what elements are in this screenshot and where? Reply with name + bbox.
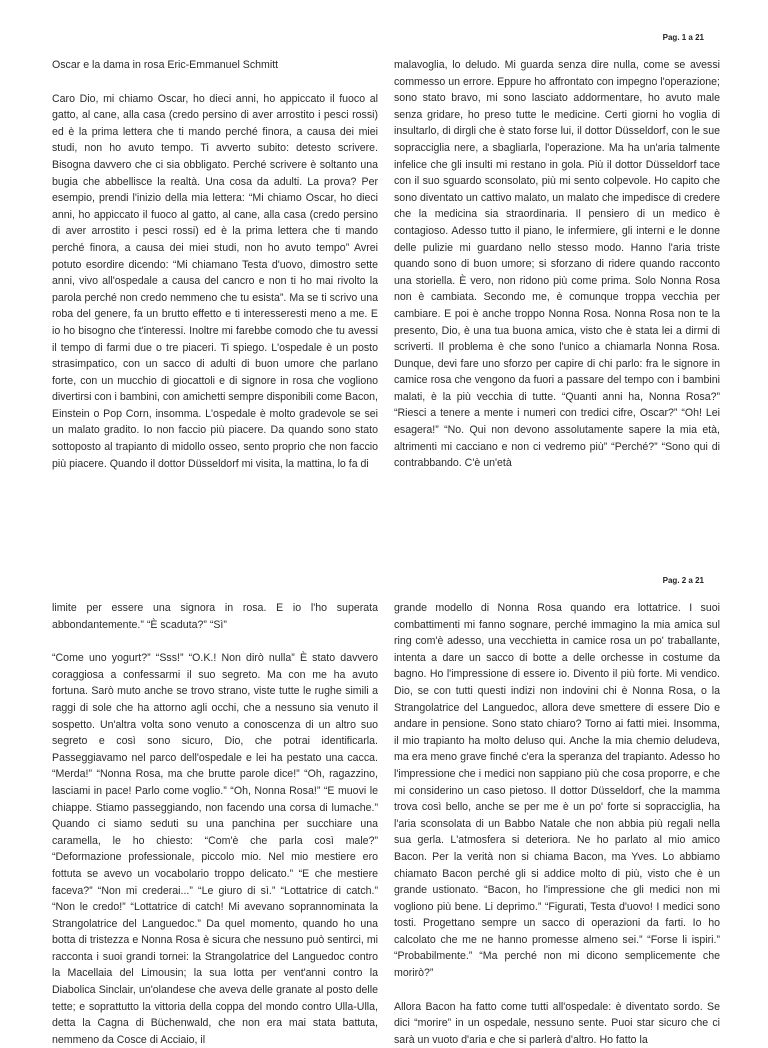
- page-number: Pag. 1 a 21: [662, 33, 704, 42]
- body-paragraph: Allora Bacon ha fatto come tutti all'ospedale: è diventato sordo. Se dici “morire” in un ospedale, nessuno sente. Puoi star sicuro che ci sarà un vuoto d'aria e che si parlerà d'altro. Ho fatto la: [394, 1000, 720, 1046]
- document-title: Oscar e la dama in rosa Eric-Emmanuel Schmitt: [52, 59, 279, 71]
- right-column: [394, 600, 720, 1048]
- body-paragraph: malavoglia, lo deludo. Mi guarda senza dire nulla, come se avessi commesso un errore. Eppure ho affrontato con impegno l'operazione; sono stato bravo, mi sono lasciato addormentare, ho avuto male senza gridare, ho preso tutte le medicine. Certi giorni ho voglia di insultarlo, di dirgli che è stato forse lui, il dottor Düsseldorf, con le sue sopracciglia nere, a sbagliarla, l'operazione. Ma ha un'aria talmente infelice che gli insulti mi restano in gola. Più il dottor Düsseldorf tace con il suo sguardo sconsolato, più mi sento colpevole. Ho capito che sono diventato un cattivo malato, un malato che impedisce di credere che la medicina sia straordinaria. Il pensiero di un medico è contagioso. Adesso tutto il piano, le infermiere, gli interni e le donne delle pulizie mi guardano nello stesso modo. Hanno l'aria triste quando sono di buon umore; si sforzano di ridere quando racconto una storiella. È vero, non ridono più come prima. Solo Nonna Rosa non è cambiata. Secondo me, è comunque troppa vecchia per cambiare. E poi è anche troppo Nonna Rosa. Nonna Rosa non te la presento, Dio, è una tua buona amica, visto che è stata lei a dirmi di scriverti. Il problema è che sono l'unico a chiamarla Nonna Rosa. Dunque, devi fare uno sforzo per capire di chi parlo: fra le signore in camice rosa che vengono da fuori a passare del tempo con i bambini malati, è la più vecchia di tutte. “Quanti anni ha, Nonna Rosa?” “Riesci a tenere a mente i numeri con tredici cifre, Oscar?” “Oh! Lei esagera!” “No. Qui non devono assolutamente sapere la mia età, altrimenti mi cacciano e non ci vedremo più” “Perché?” “Sono qui di contrabbando. C'è un'età: [394, 59, 720, 470]
- body-paragraph: grande modello di Nonna Rosa quando era lottatrice. I suoi combattimenti mi fanno sognare, perché immagino la mia amica sul ring com'è adesso, una vecchietta in camice rosa un po' traballante, intenta a dare un sacco di botte a delle orchesse in costume da bagno. Ho l'impressione di essere io. Divento il più forte. Mi vendico. Dio, se con tutti questi indizi non indovini chi è Nonna Rosa, o la Strangolatrice del Languedoc, allora deve smettere di essere Dio e andare in pensione. Sono stato chiaro? Torno ai fatti miei. Insomma, il mio trapianto ha molto deluso qui. Anche la mia chemio deludeva, ma era meno grave finché c'era la speranza del trapianto. Adesso ho l'impressione che i medici non sappiano più che cosa proporre, e che mi considerino un caso pietoso. Il dottor Düsseldorf, che la mamma trova così bello, anche se per me è un po' forte si sopracciglia, ha l'aria sconsolata di un Babbo Natale che non abbia più regali nella sua gerla. L'atmosfera si deteriora. Ne ho parlato al mio amico Bacon. Per la verità non si chiama Bacon, ma Yves. Lo abbiamo chiamato Bacon perché gli si addice molto di più, visto che è un grande ustionato. “Bacon, ho l'impressione che gli medici non mi vogliono più bene. Li deprimo.” “Figurati, Testa d'uovo! I medici sono tosti. Progettano sempre un sacco di operazioni da farti. Io ho calcolato che me ne hanno promesse almeno sei.” “Forse li ispiri.” “Probabilmente.” “Ma perché non mi dicono semplicemente che morirò?”: [394, 602, 720, 980]
- document-page-1: [0, 0, 768, 470]
- left-column: [52, 600, 378, 1048]
- body-paragraph: “Come uno yogurt?” “Sss!” “O.K.! Non dirò nulla” È stato davvero coraggiosa a confessarmi il suo segreto. Ma con me ha avuto fortuna. Sarò muto anche se trovo strano, viste tutte le rughe simili a raggi di sole che ha attorno agli occhi, che a nessuno sia venuto il sospetto. Un'altra volta sono venuto a conoscenza di un altro suo segreto e così sono sicuro, Dio, che potrai identificarla. Passeggiavamo nel parco dell'ospedale e lei ha pestato una cacca. “Merda!” “Nonna Rosa, ma che brutte parole dice!” “Oh, ragazzino, lasciami in pace! Parlo come voglio.” “Oh, Nonna Rosa!” “E muovi le chiappe. Stiamo passeggiando, non facendo una corsa di lumache.” Quando ci siamo seduti su una panchina per succhiare una caramella, le ho chiesto: “Com'è che parla così male?” “Deformazione professionale, piccolo mio. Nel mio mestiere ero fottuta se avevo un vocabolario troppo delicato.” “E che mestiere faceva?” “Non mi crederai...” “Le giuro di sì.” “Lottatrice di catch.” “Non le credo!” “Lottatrice di catch! Mi avevano soprannominata la Strangolatrice del Languedoc.” Da quel momento, quando ho una botta di tristezza e Nonna Rosa è sicura che nessuno può sentirci, mi racconta i suoi grandi tornei: la Strangolatrice del Languedoc contro la Macellaia del Limousin; la sua lotta per vent'anni contro la Diabolica Sinclair, un'olandese che aveva delle granate al posto delle tette; e soprattutto la vittoria della coppa del mondo contro Ulla-Ulla, detta la Cagna di Büchenwald, che non era mai stata battuta, nemmeno da Cosce di Acciaio, il: [52, 652, 378, 1046]
- page-number: Pag. 2 a 21: [662, 576, 704, 585]
- body-paragraph: limite per essere una signora in rosa. E io l'ho superata abbondantemente.” “È scaduta?” “Sì”: [52, 602, 378, 631]
- right-column: [394, 57, 720, 472]
- document-page-2: [0, 570, 768, 1046]
- left-column: [52, 57, 378, 472]
- body-paragraph: Caro Dio, mi chiamo Oscar, ho dieci anni, ho appiccato il fuoco al gatto, al cane, alla casa (credo persino di aver arrostito i pesci rossi) ed è la prima lettera che ti mando perché finora, a causa dei miei studi, non ho avuto tempo. Ti avverto subito: detesto scrivere. Bisogna davvero che ci sia obbligato. Perché scrivere è soltanto una bugia che abbellisce la realtà. Una cosa da adulti. La prova? Per esempio, prendi l'inizio della mia lettera: “Mi chiamo Oscar, ho dieci anni, ho appiccato il fuoco al gatto, al cane, alla casa (credo persino di aver arrostito i pesci rossi) ed è la prima lettera che ti mando perché finora, a causa dei miei studi, non ho avuto tempo” Avrei potuto esordire dicendo: “Mi chiamano Testa d'uovo, dimostro sette anni, vivo all'ospedale a causa del cancro e non ti ho mai rivolto la parola perché non credo nemmeno che tu esista”. Ma se ti scrivo una roba del genere, fa un brutto effetto e ti interesseresti meno a me. E io ho bisogno che t'interessi. Inoltre mi farebbe comodo che tu avessi il tempo di farmi due o tre piaceri. Ti spiego. L'ospedale è un posto strasimpatico, con un sacco di adulti di buon umore che parlano forte, con un mucchio di giocattoli e di signore in rosa che vogliono divertirsi con i bambini, con amichetti sempre disponibili come Bacon, Einstein o Pop Corn, insomma. L'ospedale è molto gradevole se sei un malato gradito. Io non faccio più piacere. Da quando sono stato sottoposto al trapianto di midollo osseo, sento proprio che non faccio più piacere. Quando il dottor Düsseldorf mi visita, la mattina, lo fa di: [52, 92, 378, 470]
